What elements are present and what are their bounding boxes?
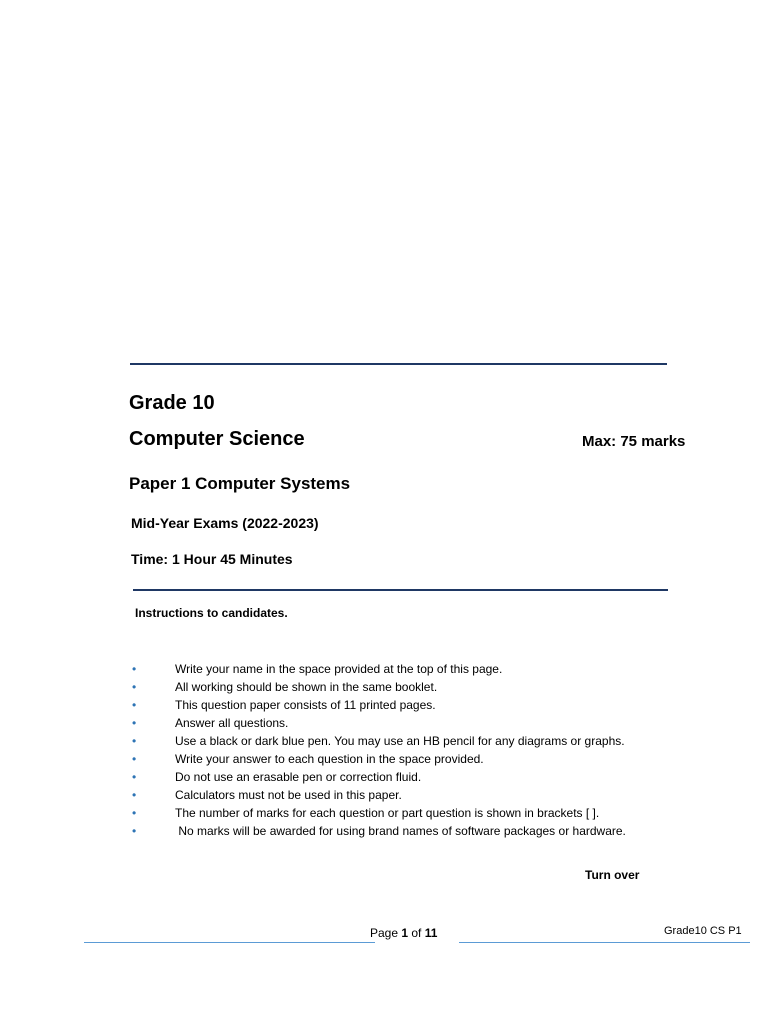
top-divider	[130, 363, 667, 365]
instruction-text: Use a black or dark blue pen. You may use an HB pencil for any diagrams or graphs.	[175, 734, 625, 748]
footer-line-left	[84, 942, 375, 943]
page-of: of	[408, 926, 425, 940]
page-current: 1	[401, 926, 409, 940]
bullet-icon: •	[132, 806, 137, 820]
bullet-icon: •	[132, 716, 137, 730]
instruction-text: This question paper consists of 11 printed pages.	[175, 698, 436, 712]
instructions-title: Instructions to candidates.	[135, 606, 288, 620]
bullet-icon: •	[132, 662, 137, 676]
exam-session: Mid-Year Exams (2022-2023)	[131, 515, 319, 531]
instruction-text: Answer all questions.	[175, 716, 289, 730]
page-number	[370, 926, 437, 940]
middle-divider	[133, 589, 668, 591]
paper-title: Paper 1 Computer Systems	[129, 474, 351, 493]
instruction-text: Calculators must not be used in this paper.	[175, 788, 402, 802]
grade-heading: Grade 10	[129, 392, 215, 414]
bullet-icon: •	[132, 824, 137, 838]
instruction-text: Write your answer to each question in the space provided.	[175, 752, 484, 766]
paper-code: Grade10 CS P1	[664, 925, 742, 937]
bullet-icon: •	[132, 698, 137, 712]
exam-duration: Time: 1 Hour 45 Minutes	[131, 551, 293, 567]
bullet-icon: •	[132, 770, 137, 784]
bullet-icon: •	[132, 680, 137, 694]
instruction-text: No marks will be awarded for using brand names of software packages or hardware.	[175, 824, 626, 838]
instruction-text: Write your name in the space provided at the top of this page.	[175, 662, 503, 676]
instruction-text: All working should be shown in the same booklet.	[175, 680, 438, 694]
bullet-icon: •	[132, 788, 137, 802]
instruction-text: Do not use an erasable pen or correction fluid.	[175, 770, 422, 784]
page-prefix: Page	[370, 926, 402, 940]
page-total: 11	[424, 926, 438, 940]
bullet-icon: •	[132, 752, 137, 766]
instruction-text: The number of marks for each question or part question is shown in brackets [ ].	[175, 806, 600, 820]
subject-heading: Computer Science	[129, 428, 305, 450]
max-marks: Max: 75 marks	[582, 433, 686, 450]
bullet-icon: •	[132, 734, 137, 748]
footer-line-right	[459, 942, 750, 943]
turn-over-label: Turn over	[585, 868, 640, 882]
